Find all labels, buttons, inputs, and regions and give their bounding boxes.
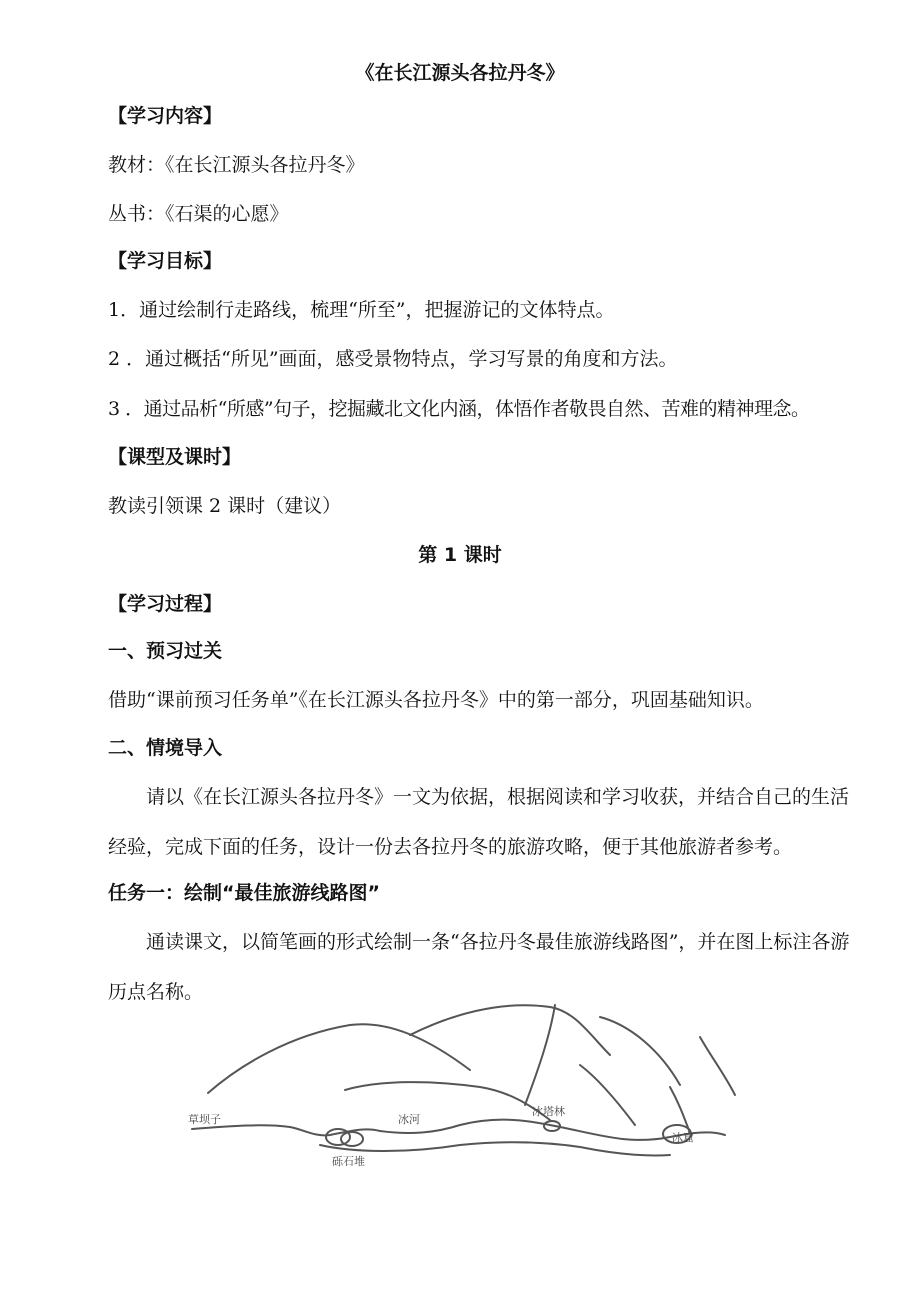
heading-process: 【学习过程】 (108, 593, 223, 615)
part2-heading: 二、情境导入 (108, 737, 223, 759)
mountain-ridge (600, 1017, 680, 1085)
goal-item-1: 1．通过绘制行走路线，梳理“所至”，把握游记的文体特点。 (108, 299, 615, 321)
heading-type: 【课型及课时】 (108, 446, 242, 468)
goal-item-2: 2 ．通过概括“所见”画面，感受景物特点，学习写景的角度和方法。 (108, 348, 678, 370)
route-line (320, 1142, 670, 1155)
lesson-title: 第 1 课时 (418, 544, 502, 566)
route-sketch-map (180, 995, 750, 1170)
part2-text: 请以《在长江源头各拉丹冬》一文为依据，根据阅读和学习收获，并结合自己的生活经验，完成下面的任务，设计一份去各拉丹冬的旅游攻略，便于其他旅游者参考。 (108, 786, 850, 858)
map-label-b: 砾石堆 (332, 1155, 365, 1168)
part1-text: 借助“课前预习任务单”《在长江源头各拉丹冬》中的第一部分，巩固基础知识。 (108, 689, 764, 711)
type-text: 教读引领课 2 课时（建议） (108, 495, 342, 517)
textbook-line: 教材：《在长江源头各拉丹冬》 (108, 154, 365, 176)
map-label-d: 冰塔林 (532, 1105, 565, 1118)
map-label-e: 冰窟 (672, 1131, 694, 1144)
goal-item-3: 3 ．通过品析“所感”句子，挖掘藏北文化内涵，体悟作者敬畏自然、苦难的精神理念。 (108, 398, 810, 420)
task1-heading: 任务一：绘制“最佳旅游线路图” (108, 882, 380, 904)
gravel-pile-marker (341, 1132, 363, 1146)
heading-content: 【学习内容】 (108, 105, 223, 127)
heading-goals: 【学习目标】 (108, 250, 223, 272)
mountain-ridge (525, 1005, 555, 1105)
part1-heading: 一、预习过关 (108, 640, 223, 662)
mountain-ridge (345, 1082, 550, 1120)
route-line (192, 1120, 725, 1140)
mountain-ridge (700, 1037, 735, 1095)
mountain-ridge (580, 1065, 635, 1125)
series-line: 丛书：《石渠的心愿》 (108, 203, 289, 225)
mountain-ridge (410, 1005, 610, 1055)
gravel-pile-marker (326, 1129, 350, 1145)
map-label-a: 草坝子 (188, 1113, 221, 1126)
task1-text: 通读课文，以简笔画的形式绘制一条“各拉丹冬最佳旅游线路图”，并在图上标注各游历点名称。 (108, 931, 850, 1003)
document-title: 《在长江源头各拉丹冬》 (355, 62, 565, 84)
map-label-c: 冰河 (398, 1113, 420, 1126)
